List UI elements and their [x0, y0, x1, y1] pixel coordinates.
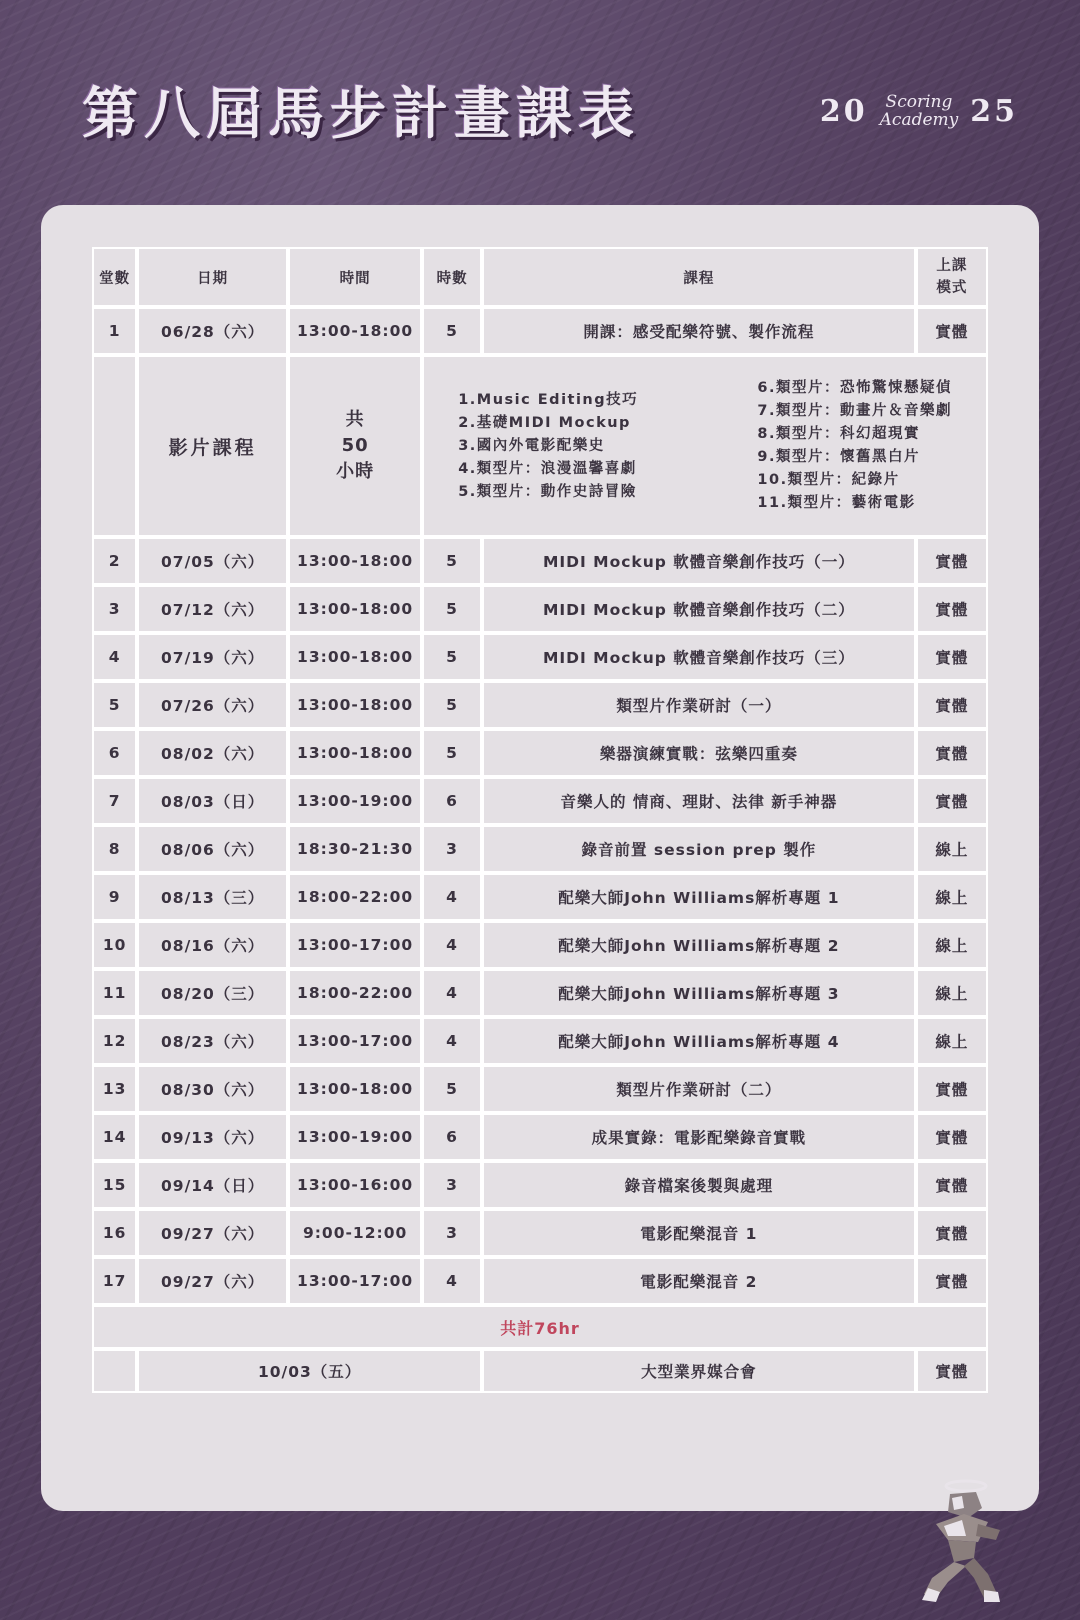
film-topic: 1.Music Editing技巧 — [458, 392, 639, 408]
lesson-no: 3 — [94, 587, 135, 631]
event-row — [94, 1351, 986, 1391]
lesson-no: 16 — [94, 1211, 135, 1255]
lesson-date: 08/16（六） — [139, 923, 286, 967]
lesson-course: 音樂人的 情商、理財、法律 新手神器 — [484, 779, 914, 823]
lesson-hours: 5 — [424, 635, 480, 679]
academy-line-1: Scoring — [885, 92, 953, 112]
film-topic: 5.類型片：動作史詩冒險 — [458, 484, 637, 500]
table-row — [94, 683, 986, 727]
lesson-mode: 實體 — [918, 683, 986, 727]
lesson-date: 09/27（六） — [139, 1211, 286, 1255]
lesson-date: 07/05（六） — [139, 539, 286, 583]
film-topics-cell — [424, 357, 986, 535]
lesson-course: 類型片作業研討（一） — [484, 683, 914, 727]
lesson-time: 13:00-18:00 — [290, 683, 420, 727]
lesson-no: 9 — [94, 875, 135, 919]
table-header-row — [94, 249, 986, 305]
lesson-course: 錄音檔案後製與處理 — [484, 1163, 914, 1207]
lesson-hours: 4 — [424, 1259, 480, 1303]
lesson-mode: 實體 — [918, 539, 986, 583]
lesson-hours: 5 — [424, 309, 480, 353]
lesson-time: 18:00-22:00 — [290, 971, 420, 1015]
lesson-no: 14 — [94, 1115, 135, 1159]
lesson-no: 8 — [94, 827, 135, 871]
lesson-no: 5 — [94, 683, 135, 727]
film-topic: 7.類型片：動畫片＆音樂劇 — [757, 403, 952, 419]
lesson-time: 13:00-18:00 — [290, 587, 420, 631]
lesson-hours: 5 — [424, 1067, 480, 1111]
table-row — [94, 635, 986, 679]
lesson-hours: 3 — [424, 1211, 480, 1255]
table-row — [94, 309, 986, 353]
lesson-course: 開課：感受配樂符號、製作流程 — [484, 309, 914, 353]
lesson-no: 6 — [94, 731, 135, 775]
lesson-date: 07/19（六） — [139, 635, 286, 679]
table-row — [94, 731, 986, 775]
lesson-date: 07/26（六） — [139, 683, 286, 727]
lesson-mode: 實體 — [918, 1067, 986, 1111]
header-mode-label: 上課模式 — [936, 258, 968, 296]
lesson-no: 7 — [94, 779, 135, 823]
lesson-course: MIDI Mockup 軟體音樂創作技巧（二） — [484, 587, 914, 631]
header-hours: 時數 — [424, 249, 480, 305]
film-topics-left — [458, 377, 638, 515]
event-date: 10/03（五） — [139, 1351, 480, 1391]
event-mode: 實體 — [918, 1351, 986, 1391]
lesson-mode: 線上 — [918, 1019, 986, 1063]
lesson-hours: 3 — [424, 1163, 480, 1207]
film-topic: 6.類型片：恐怖驚悚懸疑偵 — [757, 380, 952, 396]
lesson-time: 9:00-12:00 — [290, 1211, 420, 1255]
lesson-hours: 3 — [424, 827, 480, 871]
page-title: 第八屆馬步計畫課表 — [82, 81, 640, 147]
event-blank-cell — [94, 1351, 135, 1391]
lesson-course: 類型片作業研討（二） — [484, 1067, 914, 1111]
table-row — [94, 875, 986, 919]
academy-logo — [880, 93, 959, 129]
event-course: 大型業界媒合會 — [484, 1351, 914, 1391]
lesson-date: 08/13（三） — [139, 875, 286, 919]
film-topic: 11.類型片：藝術電影 — [757, 495, 916, 511]
year-left: 20 — [819, 93, 868, 129]
lesson-course: 成果實錄：電影配樂錄音實戰 — [484, 1115, 914, 1159]
lesson-time: 13:00-18:00 — [290, 309, 420, 353]
lesson-mode: 實體 — [918, 1211, 986, 1255]
film-topics — [424, 377, 986, 515]
lesson-no: 17 — [94, 1259, 135, 1303]
mascot-figure-icon — [918, 1478, 1008, 1608]
lesson-hours: 5 — [424, 683, 480, 727]
lesson-time: 13:00-18:00 — [290, 1067, 420, 1111]
lesson-mode: 實體 — [918, 1163, 986, 1207]
lesson-mode: 實體 — [918, 779, 986, 823]
lesson-time: 13:00-17:00 — [290, 923, 420, 967]
lesson-course: 配樂大師John Williams解析專題 1 — [484, 875, 914, 919]
table-row — [94, 779, 986, 823]
table-row — [94, 1259, 986, 1303]
film-blank-cell — [94, 357, 135, 535]
lesson-mode: 實體 — [918, 309, 986, 353]
year-right: 25 — [970, 93, 1018, 129]
table-row — [94, 1211, 986, 1255]
lesson-hours: 5 — [424, 587, 480, 631]
lesson-mode: 線上 — [918, 875, 986, 919]
table-row — [94, 587, 986, 631]
lesson-time: 13:00-18:00 — [290, 539, 420, 583]
lesson-mode: 實體 — [918, 635, 986, 679]
lesson-course: 電影配樂混音 1 — [484, 1211, 914, 1255]
lesson-course: MIDI Mockup 軟體音樂創作技巧（三） — [484, 635, 914, 679]
film-topic: 3.國內外電影配樂史 — [458, 438, 605, 454]
lesson-no: 4 — [94, 635, 135, 679]
lesson-date: 08/20（三） — [139, 971, 286, 1015]
lesson-hours: 4 — [424, 971, 480, 1015]
film-hours-line-1: 共 — [345, 409, 365, 430]
lesson-no: 2 — [94, 539, 135, 583]
film-hours-line-2: 50 — [341, 435, 369, 456]
header-lesson-no: 堂數 — [94, 249, 135, 305]
lesson-no: 15 — [94, 1163, 135, 1207]
year-badge — [820, 86, 1018, 136]
lesson-date: 09/13（六） — [139, 1115, 286, 1159]
table-row — [94, 1067, 986, 1111]
lesson-time: 13:00-19:00 — [290, 779, 420, 823]
lesson-course: MIDI Mockup 軟體音樂創作技巧（一） — [484, 539, 914, 583]
table-row — [94, 971, 986, 1015]
table-row — [94, 1115, 986, 1159]
film-hours-line-3: 小時 — [336, 461, 375, 482]
lesson-no: 13 — [94, 1067, 135, 1111]
lesson-hours: 5 — [424, 539, 480, 583]
lesson-time: 13:00-19:00 — [290, 1115, 420, 1159]
table-row — [94, 1163, 986, 1207]
lesson-date: 08/02（六） — [139, 731, 286, 775]
total-hours: 共計76hr — [94, 1307, 986, 1347]
lesson-no: 1 — [94, 309, 135, 353]
table-row — [94, 539, 986, 583]
lesson-date: 06/28（六） — [139, 309, 286, 353]
lesson-time: 13:00-18:00 — [290, 635, 420, 679]
lesson-mode: 實體 — [918, 1115, 986, 1159]
film-hours-cell — [290, 357, 420, 535]
film-topic: 2.基礎MIDI Mockup — [458, 415, 631, 431]
film-topic: 8.類型片：科幻超現實 — [757, 426, 920, 442]
header-date: 日期 — [139, 249, 286, 305]
film-topic: 9.類型片：懷舊黑白片 — [757, 449, 920, 465]
film-topic: 10.類型片：紀錄片 — [757, 472, 900, 488]
lesson-time: 18:00-22:00 — [290, 875, 420, 919]
lesson-no: 12 — [94, 1019, 135, 1063]
lesson-course: 電影配樂混音 2 — [484, 1259, 914, 1303]
lesson-date: 08/30（六） — [139, 1067, 286, 1111]
lesson-mode: 線上 — [918, 971, 986, 1015]
lesson-mode: 線上 — [918, 923, 986, 967]
lesson-no: 10 — [94, 923, 135, 967]
schedule-table — [90, 245, 990, 1395]
lesson-hours: 4 — [424, 1019, 480, 1063]
lesson-time: 13:00-17:00 — [290, 1019, 420, 1063]
academy-line-2: Academy — [879, 110, 959, 130]
lesson-time: 13:00-17:00 — [290, 1259, 420, 1303]
lesson-hours: 5 — [424, 731, 480, 775]
lesson-time: 13:00-18:00 — [290, 731, 420, 775]
lesson-date: 08/06（六） — [139, 827, 286, 871]
total-row — [94, 1307, 986, 1347]
table-row — [94, 827, 986, 871]
film-course-row — [94, 357, 986, 535]
lesson-hours: 6 — [424, 1115, 480, 1159]
table-row — [94, 1019, 986, 1063]
film-topics-right — [757, 377, 952, 515]
lesson-course: 配樂大師John Williams解析專題 3 — [484, 971, 914, 1015]
lesson-date: 07/12（六） — [139, 587, 286, 631]
header-time: 時間 — [290, 249, 420, 305]
lesson-course: 配樂大師John Williams解析專題 4 — [484, 1019, 914, 1063]
lesson-date: 09/14（日） — [139, 1163, 286, 1207]
lesson-course: 錄音前置 session prep 製作 — [484, 827, 914, 871]
header-mode — [918, 249, 986, 305]
film-course-title: 影片課程 — [139, 357, 286, 535]
table-row — [94, 923, 986, 967]
header-course: 課程 — [484, 249, 914, 305]
lesson-mode: 實體 — [918, 587, 986, 631]
lesson-no: 11 — [94, 971, 135, 1015]
lesson-time: 18:30-21:30 — [290, 827, 420, 871]
lesson-date: 08/23（六） — [139, 1019, 286, 1063]
film-topic: 4.類型片：浪漫溫馨喜劇 — [458, 461, 637, 477]
lesson-date: 09/27（六） — [139, 1259, 286, 1303]
lesson-course: 配樂大師John Williams解析專題 2 — [484, 923, 914, 967]
lesson-hours: 4 — [424, 923, 480, 967]
lesson-hours: 6 — [424, 779, 480, 823]
lesson-date: 08/03（日） — [139, 779, 286, 823]
lesson-mode: 實體 — [918, 1259, 986, 1303]
lesson-mode: 線上 — [918, 827, 986, 871]
lesson-time: 13:00-16:00 — [290, 1163, 420, 1207]
lesson-hours: 4 — [424, 875, 480, 919]
schedule-card — [41, 205, 1039, 1511]
lesson-course: 樂器演練實戰：弦樂四重奏 — [484, 731, 914, 775]
lesson-mode: 實體 — [918, 731, 986, 775]
